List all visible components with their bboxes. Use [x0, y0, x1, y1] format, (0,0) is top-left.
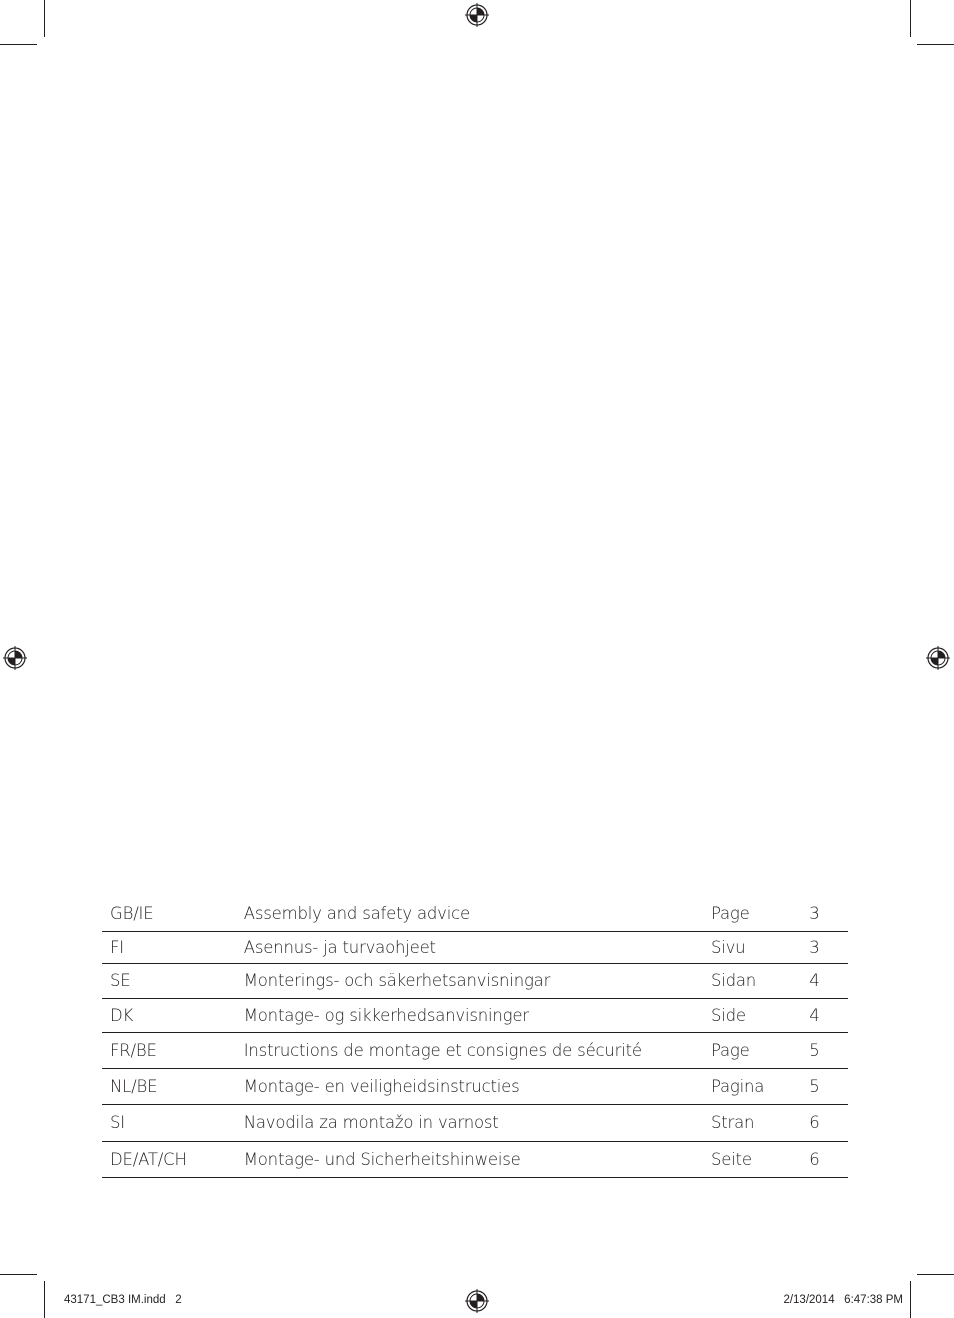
page-word: Stran [703, 1104, 801, 1141]
page-number: 6 [801, 1104, 848, 1141]
section-title: Navodila za montažo in varnost [236, 1104, 703, 1141]
section-title: Assembly and safety advice [236, 897, 703, 931]
language-code: FR/BE [102, 1032, 236, 1068]
page-number: 5 [801, 1032, 848, 1068]
page-word: Sidan [703, 963, 801, 998]
crop-mark-icon [44, 0, 45, 37]
page-word: Page [703, 897, 801, 931]
page-number: 4 [801, 963, 848, 998]
section-title: Instructions de montage et consignes de sécurité [236, 1032, 703, 1068]
section-title: Montage- und Sicherheitshinweise [236, 1141, 703, 1177]
table-row [102, 1032, 848, 1068]
registration-target-icon [465, 1289, 489, 1313]
crop-mark-icon [917, 1274, 954, 1275]
table-row [102, 1104, 848, 1141]
crop-mark-icon [910, 1281, 911, 1318]
language-contents-table [102, 897, 848, 1178]
page-number: 5 [801, 1068, 848, 1104]
page-word: Page [703, 1032, 801, 1068]
table-row [102, 1068, 848, 1104]
page-number: 4 [801, 998, 848, 1032]
language-code: DE/AT/CH [102, 1141, 236, 1177]
section-title: Asennus- ja turvaohjeet [236, 931, 703, 963]
crop-mark-icon [44, 1281, 45, 1318]
slug-date-time: 2/13/2014 6:47:38 PM [783, 1294, 903, 1306]
page-number: 3 [801, 931, 848, 963]
crop-mark-icon [910, 0, 911, 37]
language-code: SI [102, 1104, 236, 1141]
table-row [102, 963, 848, 998]
slug-file-name: 43171_CB3 IM.indd 2 [64, 1294, 182, 1306]
crop-mark-icon [0, 44, 37, 45]
page-word: Side [703, 998, 801, 1032]
page-word: Sivu [703, 931, 801, 963]
section-title: Monterings- och säkerhetsanvisningar [236, 963, 703, 998]
page-word: Pagina [703, 1068, 801, 1104]
language-code: GB/IE [102, 897, 236, 931]
registration-target-icon [465, 3, 489, 27]
language-code: FI [102, 931, 236, 963]
section-title: Montage- en veiligheidsinstructies [236, 1068, 703, 1104]
section-title: Montage- og sikkerhedsanvisninger [236, 998, 703, 1032]
language-code: DK [102, 998, 236, 1032]
language-code: SE [102, 963, 236, 998]
table-row [102, 931, 848, 963]
page-number: 6 [801, 1141, 848, 1177]
language-code: NL/BE [102, 1068, 236, 1104]
registration-target-icon [3, 646, 27, 670]
page-number: 3 [801, 897, 848, 931]
page-word: Seite [703, 1141, 801, 1177]
registration-target-icon [926, 646, 950, 670]
table-row [102, 897, 848, 931]
crop-mark-icon [0, 1274, 37, 1275]
table-row [102, 1141, 848, 1177]
crop-mark-icon [917, 44, 954, 45]
table-row [102, 998, 848, 1032]
